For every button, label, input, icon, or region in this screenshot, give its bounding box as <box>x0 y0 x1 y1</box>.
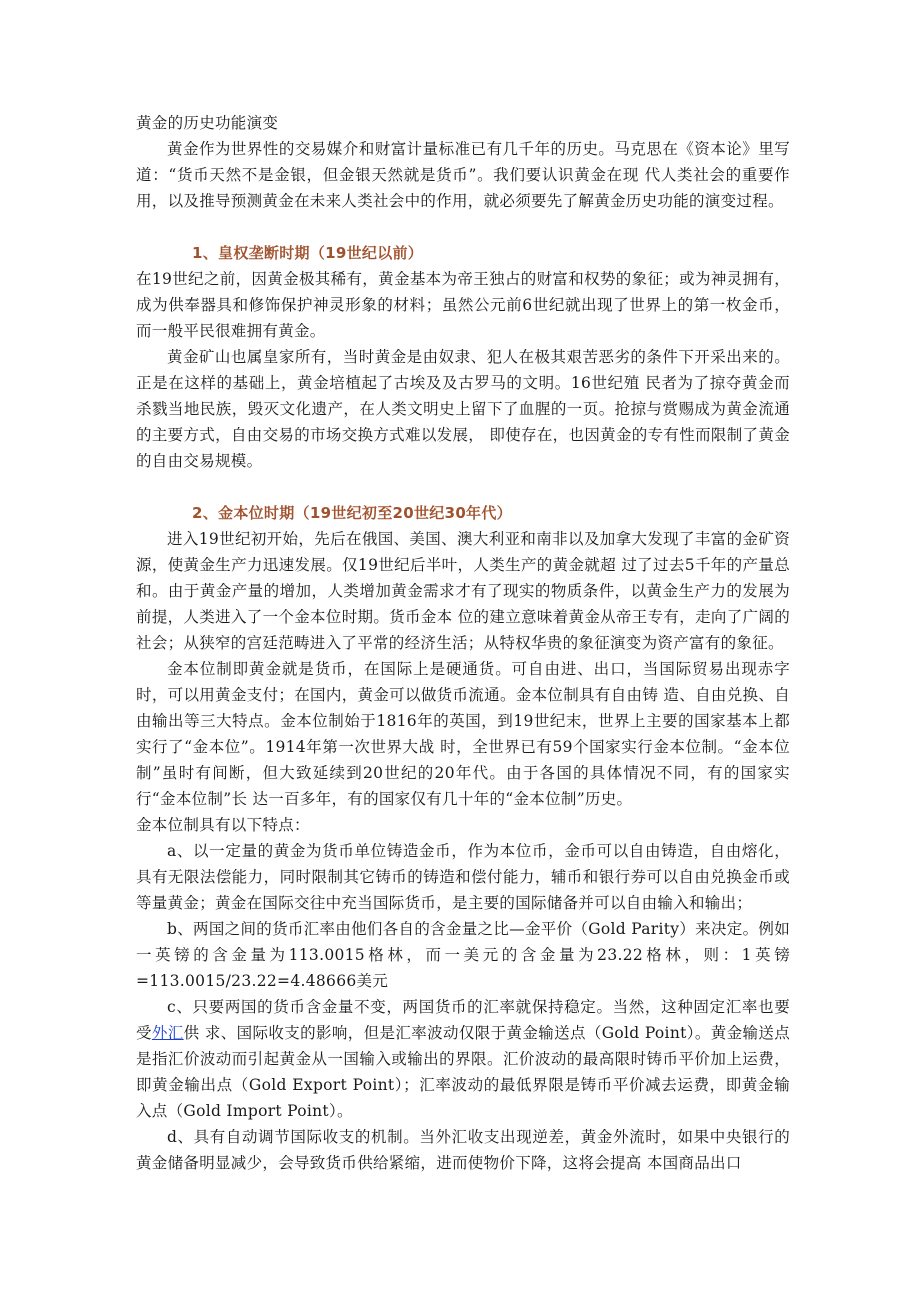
feature-item-a: a、以一定量的黄金为货币单位铸造金币，作为本位币，金币可以自由铸造，自由熔化，具有无限法偿能力，同时限制其它铸币的铸造和偿付能力，辅币和银行券可以自由兑换金币或等量黄金；黄金在国际交往中充当国际货币，是主要的国际储备并可以自由输入和输出； <box>136 842 790 912</box>
section2-paragraph-1: 进入19世纪初开始，先后在俄国、美国、澳大利亚和南非以及加拿大发现了丰富的金矿资源，使黄金生产力迅速发展。仅19世纪后半叶，人类生产的黄金就超 过了过去5千年的产量总和。由于黄金产量的增加，人类增加黄金需求才有了现实的物质条件，以黄金生产力的发展为前提，人类进入了一个金本位时期。货币金本 位的建立意味着黄金从帝王专有，走向了广阔的社会；从狭窄的宫廷范畴进入了平常的经济生活；从特权华贵的象征演变为资产富有的象征。 <box>136 530 790 652</box>
spacer <box>136 214 790 240</box>
feature-item-b: b、两国之间的货币汇率由他们各自的含金量之比—金平价（Gold Parity）来决定。例如一英镑的含金量为113.0015格林，而一美元的含金量为23.22格林，则：1英镑=113.0015/23.22=4.48666美元 <box>136 920 790 990</box>
feature-item-d: d、具有自动调节国际收支的机制。当外汇收支出现逆差，黄金外流时，如果中央银行的黄金储备明显减少，会导致货币供给紧缩，进而使物价下降，这将会提高 本国商品出口 <box>136 1128 790 1172</box>
spacer <box>136 474 790 500</box>
feature-item-c <box>136 994 790 1124</box>
document-title: 黄金的历史功能演变 <box>136 114 279 132</box>
document-body <box>136 110 790 1176</box>
section-heading-1: 1、皇权垄断时期（19世纪以前） <box>192 244 424 262</box>
section1-paragraph-1: 在19世纪之前，因黄金极其稀有，黄金基本为帝王独占的财富和权势的象征；或为神灵拥有，成为供奉器具和修饰保护神灵形象的材料；虽然公元前6世纪就出现了世界上的第一枚金币，而一般平民很难拥有黄金。 <box>136 270 790 340</box>
section2-paragraph-2: 金本位制即黄金就是货币，在国际上是硬通货。可自由进、出口，当国际贸易出现赤字时，可以用黄金支付；在国内，黄金可以做货币流通。金本位制具有自由铸 造、自由兑换、自由输出等三大特点。金本位制始于1816年的英国，到19世纪末，世界上主要的国家基本上都实行了“金本位”。1914年第一次世界大战 时，全世界已有59个国家实行金本位制。“金本位制”虽时有间断，但大致延续到20世纪的20年代。由于各国的具体情况不同，有的国家实行“金本位制”长 达一百多年，有的国家仅有几十年的“金本位制”历史。 <box>136 660 790 808</box>
feature-item-c-text-after: 供 求、国际收支的影响，但是汇率波动仅限于黄金输送点（Gold Point）。黄金输送点是指汇价波动而引起黄金从一国输入或输出的界限。汇价波动的最高限时铸币平价加上运费，即黄金输出点（Gold Export Point）；汇率波动的最低界限是铸币平价减去运费，即黄金输入点（Gold Import Point）。 <box>136 1024 791 1120</box>
section-heading-2: 2、金本位时期（19世纪初至20世纪30年代） <box>192 504 512 522</box>
section1-paragraph-2: 黄金矿山也属皇家所有，当时黄金是由奴隶、犯人在极其艰苦恶劣的条件下开采出来的。正是在这样的基础上，黄金培植起了古埃及及古罗马的文明。16世纪殖 民者为了掠夺黄金而杀戮当地民族，毁灭文化遗产，在人类文明史上留下了血腥的一页。抢掠与赏赐成为黄金流通的主要方式，自由交易的市场交换方式难以发展， 即使存在，也因黄金的专有性而限制了黄金的自由交易规模。 <box>136 348 790 470</box>
intro-paragraph: 黄金作为世界性的交易媒介和财富计量标准已有几千年的历史。马克思在《资本论》里写道：“货币天然不是金银，但金银天然就是货币”。我们要认识黄金在现 代人类社会的重要作用，以及推导预测黄金在未来人类社会中的作用，就必须要先了解黄金历史功能的演变过程。 <box>136 140 790 210</box>
feature-item-c-text-before: c、只要两国的货币含金量不变，两国货币的汇率就保持稳定。当然，这种固定汇率也要受 <box>136 998 790 1042</box>
forex-link[interactable]: 外汇 <box>151 1024 184 1042</box>
features-intro: 金本位制具有以下特点： <box>136 816 310 834</box>
